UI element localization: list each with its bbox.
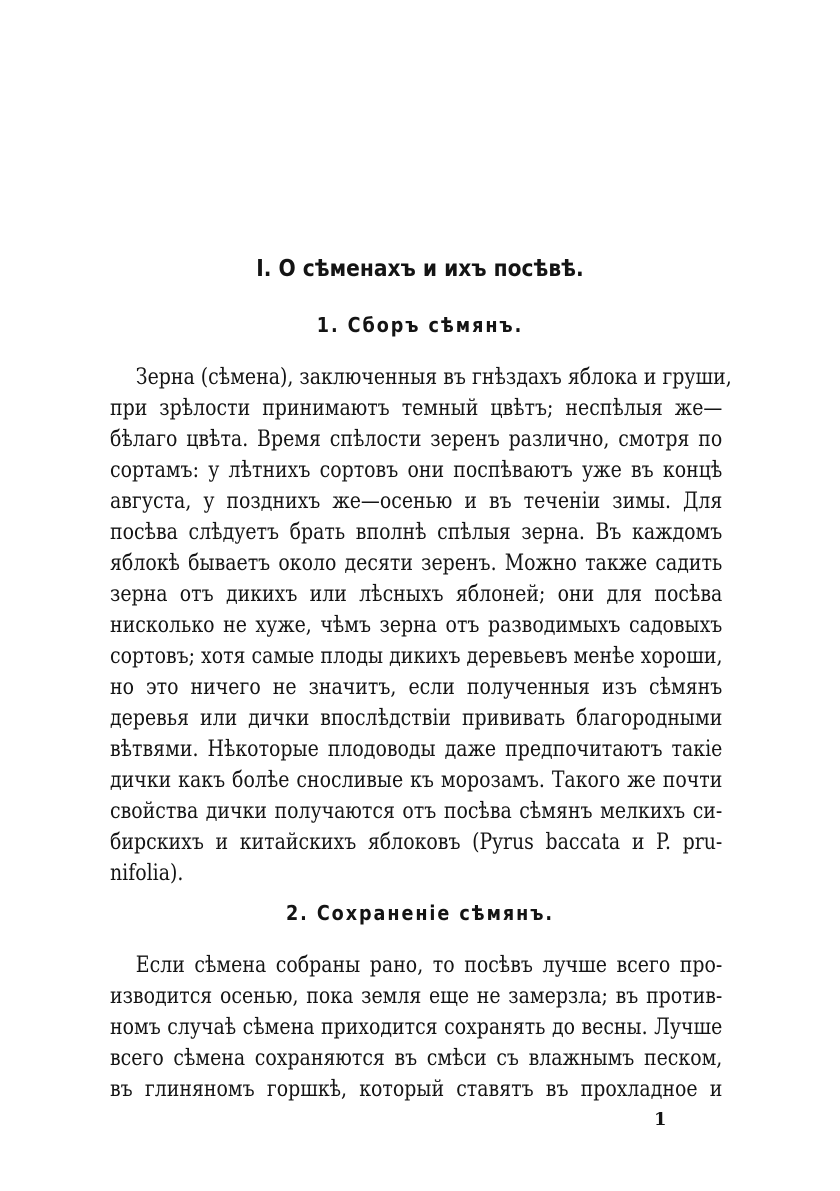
text-line: Если сѣмена собраны рано, то посѣвъ лучше всего про- — [135, 953, 723, 978]
text-line: яблокѣ бываетъ около десяти зеренъ. Можно также садить — [110, 551, 723, 576]
text-line: номъ случаѣ сѣмена приходится сохранять до весны. Лучше — [110, 1015, 723, 1040]
text-line: всего сѣмена сохраняются въ смѣси съ влажнымъ песком, — [110, 1046, 723, 1071]
text-line: nifolia). — [110, 861, 184, 886]
text-line: деревья или дички впослѣдствіи прививать благородными — [110, 706, 723, 731]
chapter-title: I. О сѣменахъ и ихъ посѣвѣ. — [256, 256, 584, 282]
text-line: бѣлаго цвѣта. Время спѣлости зеренъ различно, смотря по — [110, 427, 723, 452]
text-line: но это ничего не значитъ, если полученныя изъ сѣмянъ — [110, 675, 723, 700]
text-line: бирскихъ и китайскихъ яблоковъ (Pyrus baccata и P. pru- — [110, 830, 723, 855]
text-line: сортовъ; хотя самые плоды дикихъ деревьевъ менѣе хороши, — [110, 644, 723, 669]
text-line: при зрѣлости принимаютъ темный цвѣтъ; неспѣлыя же— — [110, 396, 723, 421]
section-title-seed-storage: 2. Сохраненіе сѣмянъ. — [285, 901, 555, 925]
section-title-seed-collection: 1. Сборъ сѣмянъ. — [316, 313, 524, 337]
paragraph-seed-storage — [110, 950, 722, 1105]
text-line: августа, у позднихъ же—осенью и въ теченіи зимы. Для — [110, 489, 723, 514]
paragraph-seed-collection — [110, 362, 732, 889]
text-line: дички какъ болѣе сносливые къ морозамъ. Такого же почти — [110, 768, 723, 793]
page-number: 1 — [654, 1109, 667, 1130]
text-line: Зерна (сѣмена), заключенныя въ гнѣздахъ яблока и груши, — [135, 365, 732, 390]
text-line: сортамъ: у лѣтнихъ сортовъ они поспѣваютъ уже въ концѣ — [110, 458, 723, 483]
text-line: зерна отъ дикихъ или лѣсныхъ яблоней; они для посѣва — [110, 582, 723, 607]
text-line: посѣва слѣдуетъ брать вполнѣ спѣлыя зерна. Въ каждомъ — [110, 520, 723, 545]
text-line: въ глиняномъ горшкѣ, который ставятъ въ прохладное и — [110, 1077, 723, 1102]
text-line: нисколько не хуже, чѣмъ зерна отъ разводимыхъ садовыхъ — [110, 613, 723, 638]
text-line: изводится осенью, пока земля еще не замерзла; въ против- — [110, 984, 723, 1009]
text-line: вѣтвями. Нѣкоторые плодоводы даже предпочитаютъ такіе — [110, 737, 723, 762]
text-line: свойства дички получаются отъ посѣва сѣмянъ мелкихъ си- — [110, 799, 723, 824]
